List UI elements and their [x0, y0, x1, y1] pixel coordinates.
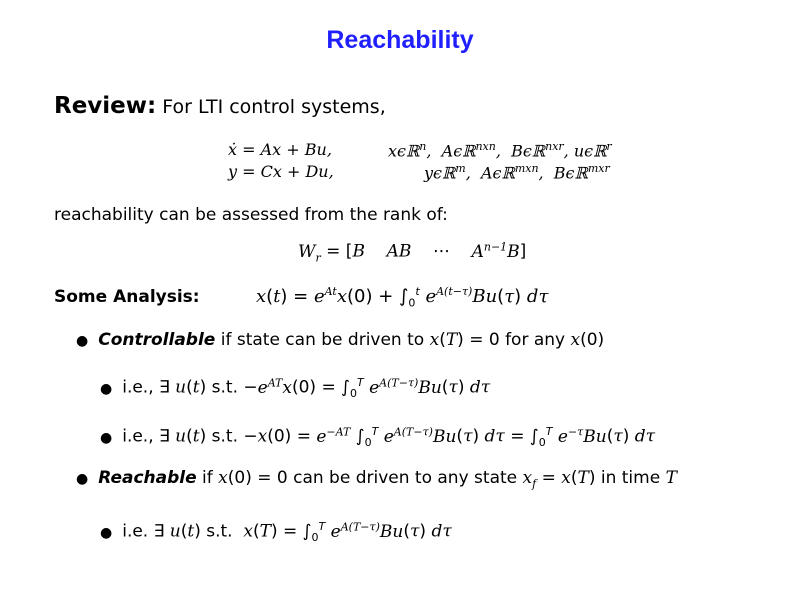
reachable-keyword: Reachable [98, 468, 197, 488]
bullet-dot: ● [76, 333, 89, 349]
bullet-dot: ● [76, 471, 89, 487]
controllable-keyword: Controllable [98, 330, 216, 350]
state-dimensions: xϵℝ$^n$, Aϵℝ$^{nxn}$, Bϵℝ$^{nxr}$, uϵℝ$^r$ [388, 140, 612, 161]
analysis-label: Some Analysis: [54, 287, 200, 307]
bullet-controllable-sub1: ● i.e., ∃ u(t) s.t. $-e^{AT}x(0) = \int_0^T$ $e^{A(T-\tau)}Bu(\tau)$ dτ [100, 376, 491, 401]
output-dimensions: yϵℝ$^m$, Aϵℝ$^{mxn}$, Bϵℝ$^{mxr}$ [424, 162, 610, 183]
reachability-text: reachability can be assessed from the rank of: [54, 205, 448, 225]
review-line [54, 93, 386, 119]
state-equation: ẋ = Ax + Bu, [228, 140, 332, 159]
bullet-dot: ● [100, 429, 113, 446]
page-title: Reachability [326, 26, 474, 54]
bullet-controllable-sub2: ● i.e., ∃ u(t) s.t. $-x(0) = e^{-AT}$ $\int_0^T$ $e^{A(T-\tau)}Bu(\tau) d\tau = \int_0^T$ $e^{-\tau}Bu(\tau)$ dτ [100, 425, 656, 450]
output-equation: y = Cx + Du, [228, 162, 334, 181]
bullet-dot: ● [100, 524, 113, 541]
review-text: For LTI control systems, [156, 96, 386, 118]
bullet-reachable-sub1: ● i.e. ∃ u(t) s.t. $x(T) = \int_0^T$ $e^{A(T-\tau)}Bu(\tau)$ dτ [100, 520, 452, 545]
bullet-dot: ● [100, 380, 113, 397]
review-label: Review: [54, 93, 157, 119]
bullet-controllable: ● Controllable if state can be driven to x(T) = 0 for any x(0) [76, 330, 605, 350]
reachability-matrix: $W_r = [B$ AB ⋯ $A^{n-1}B$] [298, 240, 527, 265]
bullet-reachable: ● Reachable if x(0) = 0 can be driven to any state $x_f = x(T)$ in time T [76, 468, 677, 491]
analysis-equation: $x(t) = e^{At}x(0) + \int_0^t$ $e^{A(t-\tau)}Bu(\tau)$ dτ [256, 285, 549, 310]
